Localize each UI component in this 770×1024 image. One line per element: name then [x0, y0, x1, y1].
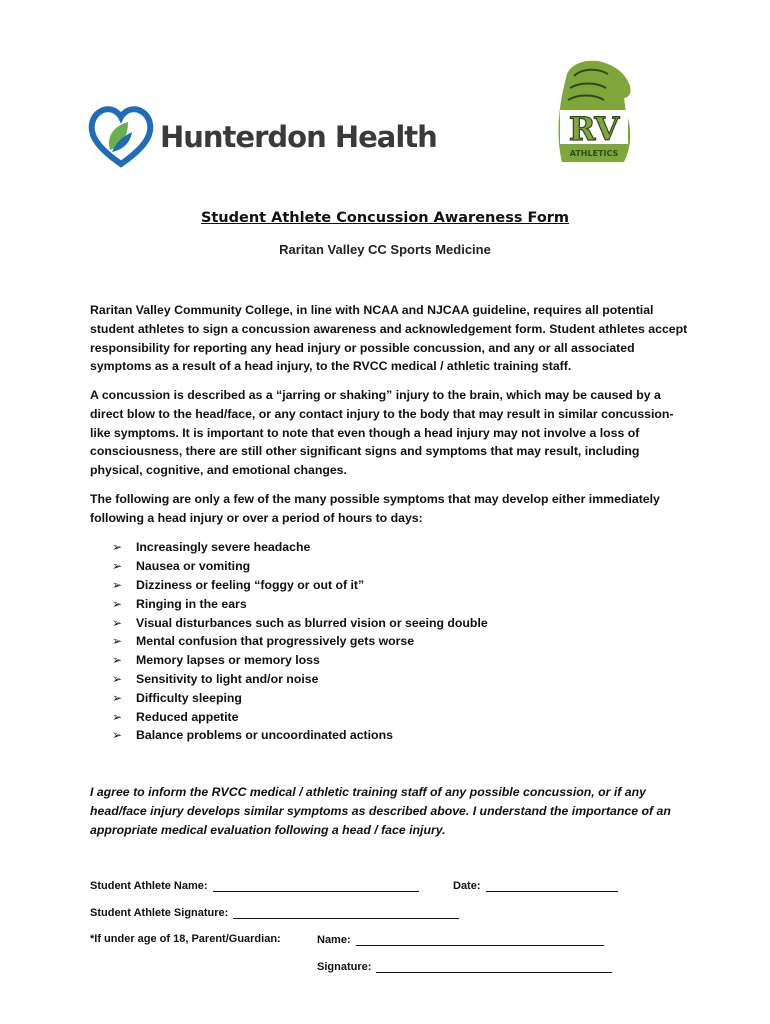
guardian-signature-label: Signature: — [317, 961, 372, 973]
list-item: ➢ Mental confusion that progressively gets worse — [112, 634, 415, 649]
arrow-bullet-icon: ➢ — [112, 559, 123, 574]
athlete-signature-label: Student Athlete Signature: — [90, 907, 229, 919]
arrow-bullet-icon: ➢ — [112, 671, 123, 686]
form-title: Student Athlete Concussion Awareness Form — [200, 210, 570, 226]
arrow-bullet-icon: ➢ — [112, 596, 123, 611]
list-item: ➢ Memory lapses or memory loss — [112, 653, 320, 668]
arrow-bullet-icon: ➢ — [112, 709, 123, 724]
arrow-bullet-icon: ➢ — [112, 615, 123, 630]
form-subtitle: Raritan Valley CC Sports Medicine — [279, 242, 491, 257]
intro-paragraph: Raritan Valley Community College, in line with NCAA and NJCAA guideline, requires all potential student athletes to sign a concussion awareness and acknowledgement form. Student athletes accept responsibility for reporting any head injury or possible concussion, and any or all associated symptoms as a result of a head injury, to the RVCC medical / athletic training staff. — [90, 303, 688, 374]
arrow-bullet-icon: ➢ — [112, 690, 123, 705]
list-item: ➢ Reduced appetite — [112, 709, 239, 724]
arrow-bullet-icon: ➢ — [112, 577, 123, 592]
concussion-description-paragraph: A concussion is described as a “jarring or shaking” injury to the brain, which may be caused by a direct blow to the head/face, or any contact injury to the body that may result in similar concussion-like symptoms. It is important to note that even though a head injury may not involve a loss of consciousness, there are still other significant signs and symptoms that may result, including physical, cognitive, and emotional changes. — [90, 388, 674, 478]
athlete-name-label: Student Athlete Name: — [90, 880, 208, 892]
arrow-bullet-icon: ➢ — [112, 728, 123, 743]
arrow-bullet-icon: ➢ — [112, 540, 123, 555]
arrow-bullet-icon: ➢ — [112, 634, 123, 649]
arrow-bullet-icon: ➢ — [112, 653, 123, 668]
hunterdon-heart-leaf-icon — [88, 106, 154, 168]
date-input-line[interactable] — [486, 879, 618, 892]
symptoms-list — [112, 538, 488, 745]
guardian-signature-input-line[interactable] — [376, 960, 612, 973]
hunterdon-health-wordmark: Hunterdon Health — [160, 120, 437, 154]
athlete-signature-field — [90, 906, 459, 919]
athlete-signature-input-line[interactable] — [233, 906, 459, 919]
guardian-signature-field — [317, 960, 612, 973]
list-item: ➢ Ringing in the ears — [112, 596, 247, 611]
guardian-name-input-line[interactable] — [356, 933, 604, 946]
guardian-note: *If under age of 18, Parent/Guardian: — [90, 933, 281, 945]
rvcc-athletics-logo — [552, 58, 636, 166]
rvcc-athletics-text: ATHLETICS — [569, 149, 619, 158]
athlete-name-input-line[interactable] — [213, 879, 419, 892]
date-field — [453, 879, 618, 892]
list-item: ➢ Sensitivity to light and/or noise — [112, 671, 319, 686]
hunterdon-health-logo — [88, 106, 437, 168]
rvcc-letters: RV — [568, 110, 620, 148]
guardian-name-label: Name: — [317, 934, 351, 946]
list-item: ➢ Dizziness or feeling “foggy or out of it” — [112, 577, 365, 592]
list-item: ➢ Balance problems or uncoordinated actions — [112, 728, 393, 743]
athlete-name-field — [90, 879, 419, 892]
agreement-statement: I agree to inform the RVCC medical / athletic training staff of any possible concussion, or if any head/face injury develops similar symptoms as described above. I understand the importance of an appropriate medical evaluation following a head / face injury. — [90, 785, 671, 837]
guardian-name-field — [317, 933, 604, 946]
symptoms-intro-paragraph: The following are only a few of the many possible symptoms that may develop either immediately following a head injury or over a period of hours to days: — [90, 492, 660, 525]
list-item: ➢ Visual disturbances such as blurred vision or seeing double — [112, 615, 488, 630]
date-label: Date: — [453, 880, 481, 892]
list-item: ➢ Nausea or vomiting — [112, 559, 251, 574]
list-item: ➢ Increasingly severe headache — [112, 540, 311, 555]
list-item: ➢ Difficulty sleeping — [112, 690, 242, 705]
